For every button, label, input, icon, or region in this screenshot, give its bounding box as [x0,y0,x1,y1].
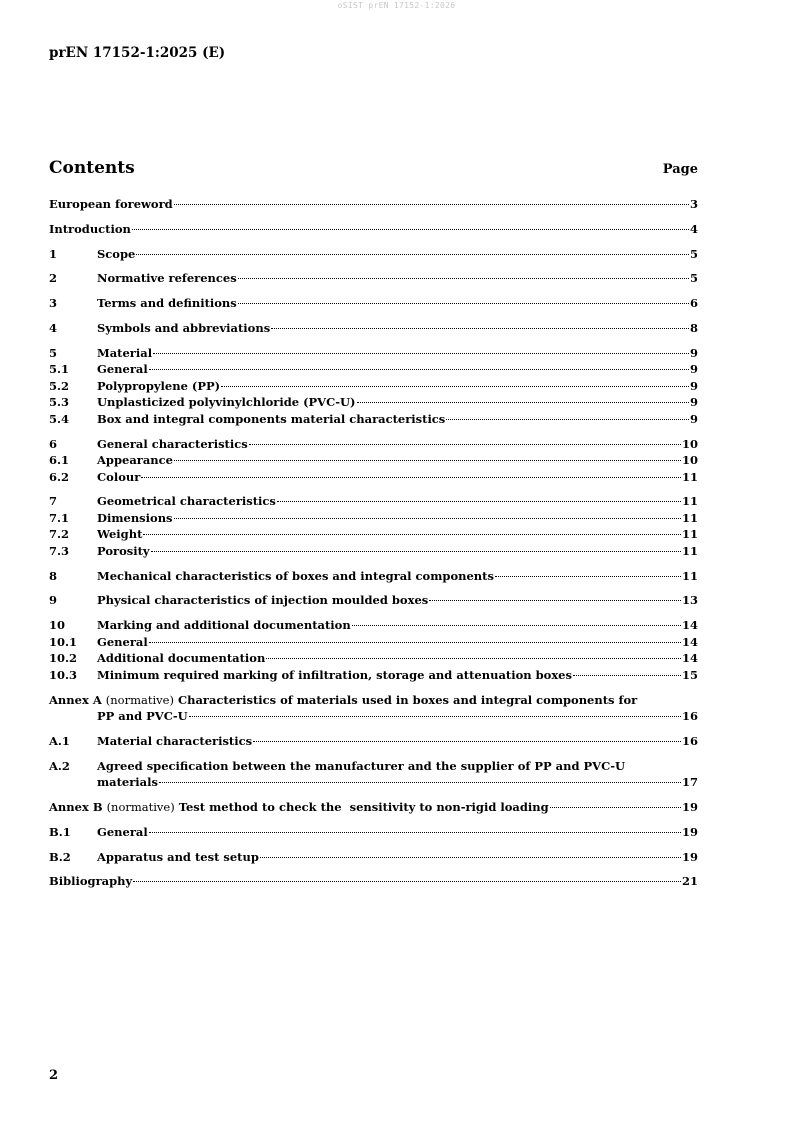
toc-entry-number: 7.1 [49,510,70,525]
toc-entry[interactable] [49,568,698,585]
toc-entry[interactable] [49,411,698,428]
toc-entry-number: 5.3 [49,395,70,410]
toc-entry-page: 21 [681,874,698,889]
dot-leader [143,534,681,535]
toc-entry-title: Material [97,345,153,360]
toc-entry[interactable] [49,345,698,362]
toc-entry-page: 5 [689,271,698,286]
toc-entry[interactable] [49,493,698,510]
toc-entry-page: 15 [681,667,698,682]
dot-leader [238,278,689,279]
dot-leader [159,782,681,783]
toc-entry-title-continued: materials [97,775,158,790]
toc-entry-annex-b[interactable] [49,799,698,816]
toc-entry-bibliography[interactable] [49,873,698,890]
toc-entry-title: Marking and additional documentation [97,618,351,633]
toc-entry-page: 19 [681,824,698,839]
toc-entry-page: 9 [689,345,698,360]
contents-header [49,158,698,178]
dot-leader [429,600,681,601]
toc-entry-title: General [97,824,148,839]
toc-entry-title: Bibliography [49,874,133,889]
dot-leader [136,254,689,255]
toc-entry[interactable] [49,592,698,609]
annex-label: Annex A [49,692,102,707]
toc-entry-page: 6 [689,296,698,311]
toc-entry-number: 2 [49,271,58,286]
dot-leader [221,386,689,387]
toc-entry-page: 11 [681,494,698,509]
toc-entry[interactable] [49,270,698,287]
toc-entry-number: 8 [49,568,58,583]
toc-entry-a1[interactable] [49,733,698,750]
toc-entry[interactable] [49,650,698,667]
dot-leader [174,518,681,519]
toc-entry-title: European foreword [49,197,173,211]
dot-leader [149,642,681,643]
toc-entry-page: 13 [681,593,698,608]
toc-entry-page: 14 [681,651,698,666]
toc-entry-title: General [97,362,148,377]
toc-entry-number: 10.1 [49,634,78,649]
dot-leader [277,501,681,502]
toc-entry-number: 7 [49,494,58,509]
toc-entry-number: 4 [49,320,58,335]
toc-entry-number: 1 [49,246,58,261]
toc-entry-number: B.1 [49,824,71,839]
toc-entry-page: 19 [681,799,698,814]
dot-leader [266,658,681,659]
dot-leader [495,576,681,577]
toc-entry-b1[interactable] [49,824,698,841]
toc-entry[interactable] [49,510,698,527]
table-of-contents [49,196,698,890]
toc-entry-b2[interactable] [49,849,698,866]
dot-leader [573,675,681,676]
dot-leader [174,460,681,461]
toc-entry-number: A.1 [49,733,70,748]
toc-entry[interactable] [49,361,698,378]
toc-entry-page: 14 [681,634,698,649]
toc-entry-number: A.2 [49,758,70,773]
toc-entry-title [49,799,549,816]
toc-entry[interactable] [49,617,698,634]
annex-type: (normative) [106,799,175,814]
toc-entry[interactable] [49,667,698,684]
annex-title: Characteristics of materials used in boxes and integral components for [177,692,638,707]
toc-entry-number: 7.2 [49,527,70,542]
toc-entry-page: 8 [689,320,698,335]
toc-entry[interactable] [49,543,698,560]
contents-title: Contents [49,158,135,178]
toc-entry-title: Porosity [97,543,150,558]
toc-entry-title: Symbols and abbreviations [97,320,271,335]
toc-entry-title: Minimum required marking of infiltration, storage and attenuation boxes [97,667,572,682]
toc-entry-title: Agreed specification between the manufacturer and the supplier of PP and PVC-U [97,758,626,773]
toc-entry-annex-a-continued[interactable] [49,708,698,725]
toc-entry[interactable] [49,634,698,651]
toc-entry-number: 10.3 [49,667,78,682]
toc-entry-title: General [97,634,148,649]
dot-leader [238,303,689,304]
toc-entry-number: B.2 [49,849,71,864]
dot-leader [174,204,689,205]
dot-leader [132,229,689,230]
toc-entry-number: 6.2 [49,469,70,484]
toc-entry-a2[interactable] [49,758,698,775]
toc-entry-page: 11 [681,527,698,542]
toc-main-entries [49,196,698,683]
toc-entry[interactable] [49,221,698,238]
toc-entry-page: 4 [689,221,698,236]
toc-entry[interactable] [49,452,698,469]
toc-entry-page: 14 [681,618,698,633]
toc-entry-page: 9 [689,411,698,426]
toc-entry-page: 11 [681,510,698,525]
toc-entry-title: Colour [97,469,141,484]
dot-leader [133,881,681,882]
toc-entry[interactable] [49,378,698,395]
toc-entry-number: 7.3 [49,543,70,558]
toc-entry-a2-continued[interactable] [49,774,698,791]
toc-entry-number: 10.2 [49,651,78,666]
toc-entry-page: 16 [681,733,698,748]
dot-leader [253,741,681,742]
toc-entry-title: Geometrical characteristics [97,494,276,509]
toc-entry[interactable] [49,394,698,411]
toc-entry-number: 3 [49,296,58,311]
dot-leader [141,477,681,478]
toc-entry-page: 19 [681,849,698,864]
toc-entry-page: 9 [689,395,698,410]
toc-entry-number: 5 [49,345,58,360]
toc-entry-page: 17 [681,775,698,790]
toc-entry-title: Box and integral components material characteristics [97,411,446,426]
toc-entry-title: Introduction [49,221,131,236]
toc-entry[interactable] [49,320,698,337]
dot-leader [550,807,681,808]
toc-entry-page: 3 [689,197,698,211]
toc-entry-number: 5.4 [49,411,70,426]
toc-entry-title: Scope [97,246,136,261]
toc-entry-title: Weight [97,527,143,542]
toc-entry-annex-a[interactable] [49,692,698,709]
dot-leader [189,716,681,717]
toc-entry[interactable] [49,469,698,486]
toc-entry-title: Normative references [97,271,237,286]
toc-entry[interactable] [49,436,698,453]
toc-entry-number: 5.2 [49,378,70,393]
dot-leader [271,328,689,329]
toc-entry-title: Apparatus and test setup [97,849,259,864]
dot-leader [151,551,681,552]
toc-entry-number: 10 [49,618,66,633]
toc-entry-page: 11 [681,543,698,558]
toc-entry-page: 11 [681,469,698,484]
toc-entry-page: 9 [689,362,698,377]
toc-entry-number: 9 [49,593,58,608]
toc-entry-number: 6.1 [49,453,70,468]
dot-leader [153,353,689,354]
dot-leader [149,832,681,833]
toc-entry-title: Appearance [97,453,173,468]
dot-leader [446,419,689,420]
watermark: oSIST prEN 17152-1:2026 [337,1,456,10]
toc-entry-number: 5.1 [49,362,70,377]
page-column-label: Page [662,162,698,177]
toc-entry-title: Additional documentation [97,651,266,666]
toc-entry-title: Physical characteristics of injection moulded boxes [97,593,429,608]
toc-entry-title: Dimensions [97,510,173,525]
toc-entry-page: 10 [681,436,698,451]
document-id: prEN 17152-1:2025 (E) [49,45,226,61]
dot-leader [249,444,681,445]
toc-entry-title: Unplasticized polyvinylchloride (PVC-U) [97,395,356,410]
toc-entry[interactable] [49,295,698,312]
toc-entry[interactable] [49,526,698,543]
dot-leader [149,369,689,370]
toc-entry-page: 11 [681,568,698,583]
toc-entry-title: Polypropylene (PP) [97,378,221,393]
annex-title: Test method to check the sensitivity to non-rigid loading [178,799,549,814]
annex-type: (normative) [105,692,174,707]
toc-entry-number: 6 [49,436,58,451]
toc-entry-page: 5 [689,246,698,261]
toc-entry-title: Mechanical characteristics of boxes and integral components [97,568,494,583]
toc-entry-page: 10 [681,453,698,468]
toc-entry-title [49,692,637,709]
toc-entry[interactable] [49,196,698,213]
dot-leader [352,625,681,626]
toc-entry-title: Material characteristics [97,733,253,748]
toc-entry-page: 9 [689,378,698,393]
toc-entry[interactable] [49,246,698,263]
page-number: 2 [49,1068,59,1083]
toc-entry-title: Terms and definitions [97,296,237,311]
annex-title-continued: PP and PVC-U [97,709,188,724]
dot-leader [260,857,681,858]
annex-label: Annex B [49,799,103,814]
toc-entry-page: 16 [681,709,698,724]
toc-entry-title: General characteristics [97,436,248,451]
dot-leader [357,402,689,403]
